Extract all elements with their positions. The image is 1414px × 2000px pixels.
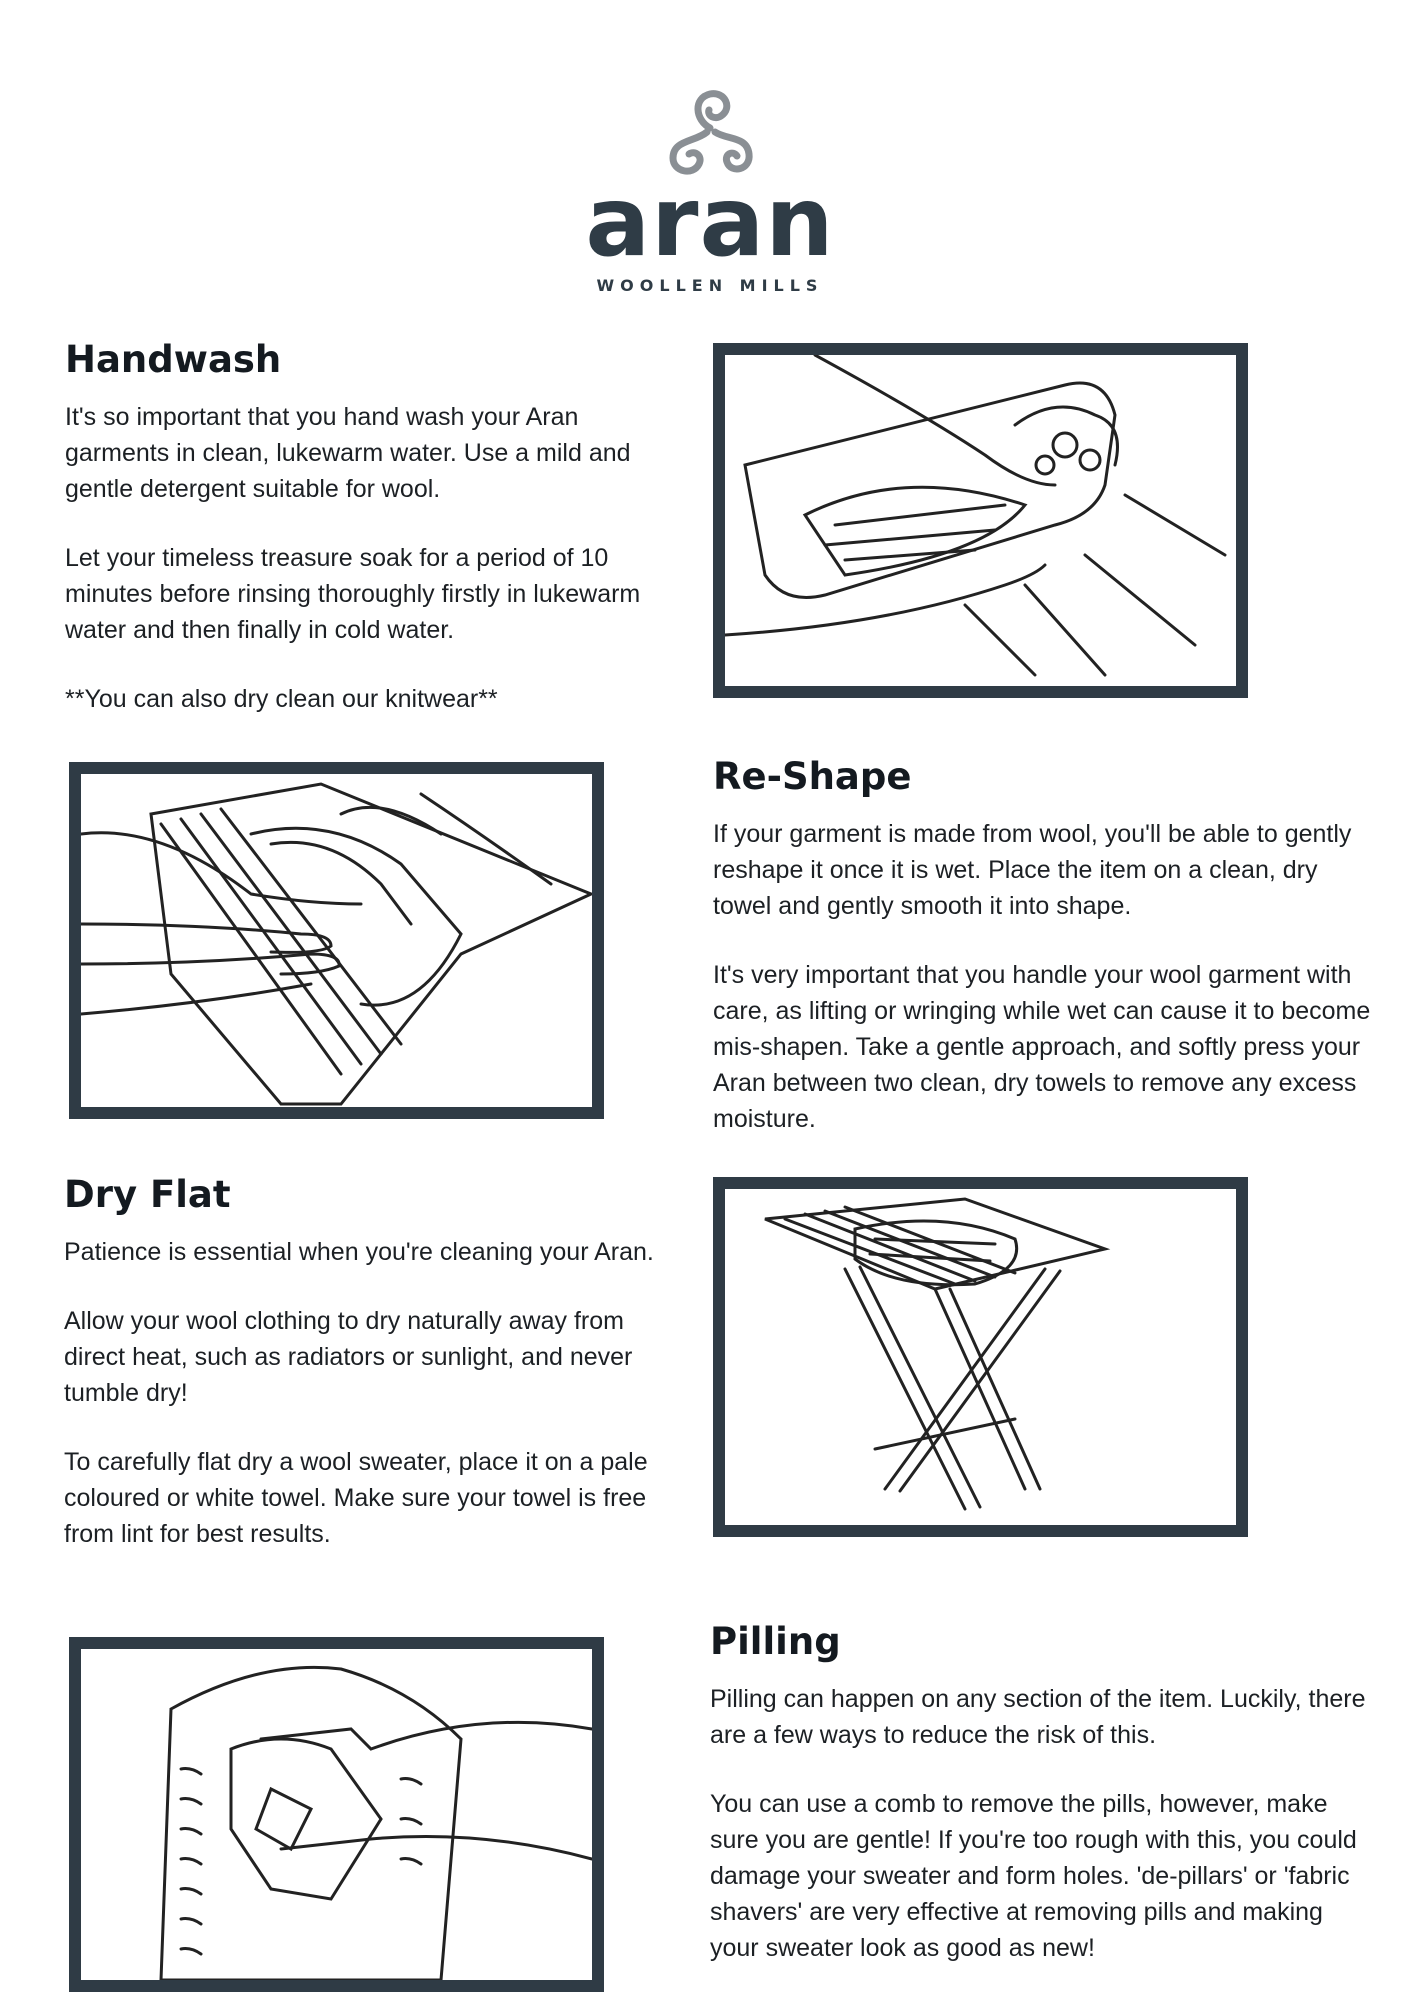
section-title-pilling: Pilling [710,1620,841,1663]
dryflat-paragraph-2: Allow your wool clothing to dry naturally away from direct heat, such as radiators or sunlight, and never tumble dry! [64,1307,633,1407]
hands-washing-sweater-illustration [725,355,1236,686]
triskele-icon [655,80,765,180]
dryflat-paragraph-3: To carefully flat dry a wool sweater, place it on a pale coloured or white towel. Make sure your towel is free from lint for best results. [64,1448,648,1548]
section-title-reshape: Re-Shape [713,755,912,798]
handwash-paragraph-1: It's so important that you hand wash your Aran garments in clean, lukewarm water. Use a mild and gentle detergent suitable for wool. [65,403,631,503]
pilling-illustration-frame [69,1637,604,1992]
wash-illustration-frame [713,343,1248,698]
drying-rack-illustration [725,1189,1236,1525]
section-dryflat [64,1173,664,1585]
dryflat-paragraph-1: Patience is essential when you're cleaning your Aran. [64,1238,654,1266]
brand-subtitle: WOOLLEN MILLS [596,276,824,295]
section-reshape [713,755,1373,1170]
brand-logo [560,80,860,300]
reshape-paragraph-2: It's very important that you handle your wool garment with care, as lifting or wringing while wet can cause it to become mis-shapen. Take a gentle approach, and softly press your Aran between two clean, dry towels to remove any excess moisture. [713,961,1371,1133]
hands-reshaping-sweater-illustration [81,774,592,1107]
section-pilling [710,1620,1375,1999]
pilling-paragraph-2: You can use a comb to remove the pills, however, make sure you are gentle! If you're too rough with this, you could damage your sweater and form holes. 'de-pillars' or 'fabric shavers' are very effective at removing pills and making your sweater look as good as new! [710,1790,1357,1962]
handwash-paragraph-3: **You can also dry clean our knitwear** [65,685,498,713]
reshape-illustration-frame [69,762,604,1119]
handwash-paragraph-2: Let your timeless treasure soak for a period of 10 minutes before rinsing thoroughly firstly in lukewarm water and then finally in cold water. [65,544,641,644]
pilling-paragraph-1: Pilling can happen on any section of the item. Luckily, there are a few ways to reduce the risk of this. [710,1685,1366,1749]
section-title-handwash: Handwash [65,338,282,381]
section-title-dryflat: Dry Flat [64,1173,231,1216]
section-handwash [65,338,655,750]
rack-illustration-frame [713,1177,1248,1537]
hands-depilling-sweater-illustration [81,1649,592,1980]
brand-name: aran [585,166,835,278]
reshape-paragraph-1: If your garment is made from wool, you'll be able to gently reshape it once it is wet. Place the item on a clean, dry towel and gently smooth it into shape. [713,820,1352,920]
